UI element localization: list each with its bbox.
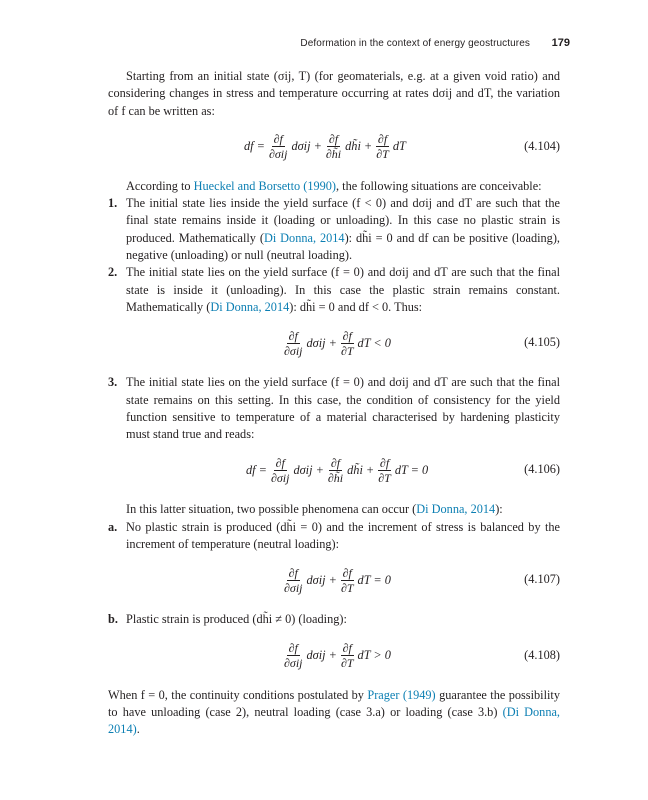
equation-number: (4.106) xyxy=(524,462,560,477)
list-item-b xyxy=(108,611,560,628)
equation-number: (4.107) xyxy=(524,572,560,587)
eq106-frac-T xyxy=(376,456,393,485)
list-item-text: Plastic strain is produced (dh̃i ≠ 0) (loading): xyxy=(126,612,347,627)
frac-numerator: ∂f xyxy=(288,565,298,580)
frac-numerator: ∂f xyxy=(342,565,352,580)
eq106-term1: dσij + xyxy=(293,462,324,477)
numbered-list xyxy=(108,195,560,316)
list-item-a xyxy=(108,519,560,554)
paragraph-latter xyxy=(108,501,560,518)
frac-numerator: ∂f xyxy=(330,455,341,470)
frac-denominator: ∂σij xyxy=(268,147,288,162)
list-item-text: No plastic strain is produced (dh̃i = 0) and the increment of stress is balanced by the increment of temperature (neutral loading): xyxy=(126,519,560,552)
eq104-frac-T xyxy=(374,132,391,161)
frac-denominator: ∂T xyxy=(376,147,389,162)
eq108-frac-sigma xyxy=(282,641,305,670)
frac-numerator: ∂f xyxy=(328,132,339,147)
frac-numerator: ∂f xyxy=(275,455,285,470)
list-item-text: The initial state lies on the yield surface (f = 0) and dσij and dT are such that the final state remains on this setting. In this case, the condition of consistency for the yield function sensitive to temperature of a material characterised by hardening plasticity must stand true and reads: xyxy=(126,375,560,442)
list-marker: a. xyxy=(108,519,118,534)
list-marker: b. xyxy=(108,612,118,627)
frac-numerator: ∂f xyxy=(377,132,388,147)
paragraph-text: When f = 0, the continuity conditions postulated by xyxy=(108,687,364,702)
eq106-term2: dh̃i + xyxy=(347,462,375,477)
frac-denominator: ∂h̃i xyxy=(325,147,342,162)
eq104-frac-sigma xyxy=(267,132,290,161)
frac-numerator: ∂f xyxy=(342,328,352,343)
eq105-frac-sigma xyxy=(282,329,305,358)
frac-denominator: ∂σij xyxy=(284,343,303,358)
eq107-term2: dT = 0 xyxy=(357,572,391,587)
list-marker: 3. xyxy=(108,375,118,390)
list-item-text: ): dh̃i = 0 and df < 0. Thus: xyxy=(289,299,423,314)
frac-numerator: ∂f xyxy=(379,455,390,470)
list-marker: 1. xyxy=(108,196,118,211)
eq105-term1: dσij + xyxy=(306,335,337,350)
frac-denominator: ∂σij xyxy=(270,470,290,485)
citation-link[interactable]: Hueckel and Borsetto (1990) xyxy=(193,178,337,193)
citation-link[interactable]: Prager (1949) xyxy=(367,687,436,702)
frac-numerator: ∂f xyxy=(288,641,298,656)
frac-numerator: ∂f xyxy=(342,641,352,656)
eq104-term2: dh̃i + xyxy=(345,139,373,154)
equation-number: (4.105) xyxy=(524,335,560,350)
eq104-frac-h xyxy=(324,132,343,161)
paragraph-text: In this latter situation, two possible phenomena can occur ( xyxy=(126,502,417,517)
equation-number: (4.108) xyxy=(524,647,560,662)
list-item-text: The initial state lies inside the yield surface (f < 0) and dσij and dT are such that the final state remains inside it (loading or unloading). In this case no plastic strain is produced. Mathematically ( xyxy=(126,196,560,245)
paragraph-text: , the following situations are conceivable: xyxy=(336,178,542,193)
eq107-frac-T xyxy=(339,566,356,595)
eq108-term2: dT > 0 xyxy=(357,647,391,662)
equation-4-107 xyxy=(108,559,560,601)
equation-4-105 xyxy=(108,322,560,364)
eq106-frac-h xyxy=(326,456,345,485)
list-item-text: The initial state lies on the yield surface (f = 0) and dσij and dT are such that the final state is inside it (unloading). In this case the plastic strain remains constant. Mathematically ( xyxy=(126,265,560,314)
paragraph-text: guarantee the possibility to have unloading (case 2), neutral loading (case 3.a) or loading (case 3.b) xyxy=(108,687,560,719)
page-header xyxy=(108,38,570,54)
citation-link[interactable]: Di Donna, 2014 xyxy=(416,502,496,517)
eq107-frac-sigma xyxy=(282,566,305,595)
frac-denominator: ∂h̃i xyxy=(327,470,344,485)
eq108-term1: dσij + xyxy=(306,647,337,662)
list-item-2 xyxy=(108,264,560,316)
paragraph-text: According to xyxy=(126,178,191,193)
eq107-term1: dσij + xyxy=(306,572,337,587)
eq105-frac-T xyxy=(339,329,356,358)
list-item-3 xyxy=(108,374,560,443)
paragraph-intro: Starting from an initial state (σij, T) (for geomaterials, e.g. at a given void ratio) and considering changes in stress and temperature occurring at rates dσij and dT, the variation of f can be written as: xyxy=(108,69,560,118)
frac-denominator: ∂T xyxy=(340,580,354,595)
eq106-term3: dT = 0 xyxy=(394,462,429,477)
citation-link[interactable]: Di Donna, 2014 xyxy=(263,230,345,245)
frac-numerator: ∂f xyxy=(288,328,298,343)
eq108-frac-T xyxy=(339,641,356,670)
eq106-lhs: df = xyxy=(246,462,267,477)
equation-4-106 xyxy=(108,449,560,491)
eq104-lhs: df = xyxy=(244,139,265,154)
frac-numerator: ∂f xyxy=(273,132,283,147)
eq105-term2: dT < 0 xyxy=(357,335,391,350)
paragraph-conclusion xyxy=(108,687,560,739)
list-item-text: ): dh̃i = 0 and df can be positive (loading), negative (unloading) or null (neutral loading). xyxy=(126,230,560,263)
citation-link[interactable]: (Di Donna, 2014) xyxy=(108,704,561,737)
list-marker: 2. xyxy=(108,265,118,280)
citation-link[interactable]: Di Donna, 2014 xyxy=(210,299,290,314)
equation-4-108 xyxy=(108,635,560,677)
frac-denominator: ∂σij xyxy=(284,656,303,671)
eq106-frac-sigma xyxy=(269,456,292,485)
equation-4-104 xyxy=(108,126,560,168)
equation-number: (4.104) xyxy=(524,138,560,153)
paragraph-text: ): xyxy=(495,502,503,517)
frac-denominator: ∂σij xyxy=(284,580,303,595)
frac-denominator: ∂T xyxy=(340,656,354,671)
frac-denominator: ∂T xyxy=(378,470,391,485)
paragraph-according xyxy=(108,178,560,195)
eq104-term1: dσij + xyxy=(291,139,322,154)
running-title: Deformation in the context of energy geostructures xyxy=(300,38,530,49)
frac-denominator: ∂T xyxy=(340,343,354,358)
list-item-1 xyxy=(108,195,560,264)
page-number: 179 xyxy=(551,37,570,49)
eq104-term3: dT xyxy=(392,139,406,154)
paragraph-text: . xyxy=(136,722,140,737)
page-body xyxy=(108,68,560,739)
